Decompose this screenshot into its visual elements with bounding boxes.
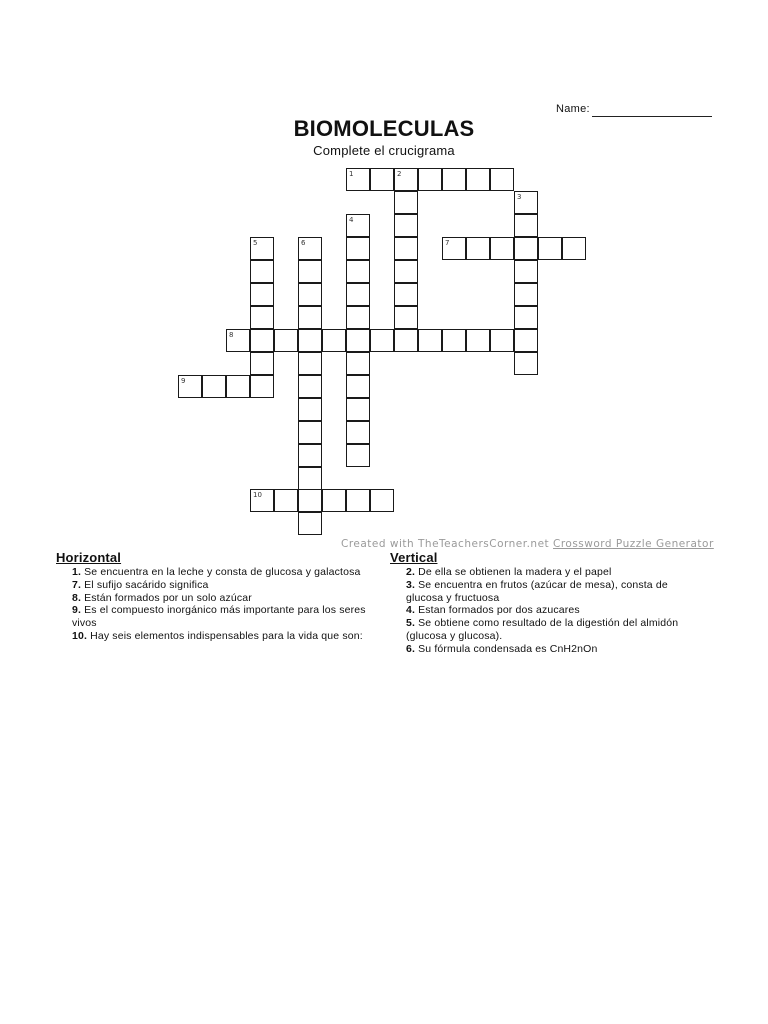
crossword-cell[interactable] bbox=[346, 352, 370, 375]
clue-item bbox=[390, 617, 708, 643]
crossword-cell[interactable] bbox=[298, 421, 322, 444]
clue-number: 2. bbox=[406, 566, 416, 578]
clue-text: Estan formados por dos azucares bbox=[415, 604, 580, 617]
crossword-cell[interactable] bbox=[466, 329, 490, 352]
crossword-cell[interactable] bbox=[514, 329, 538, 352]
clue-number: 1. bbox=[72, 566, 82, 578]
crossword-cell[interactable] bbox=[490, 329, 514, 352]
crossword-cell[interactable] bbox=[346, 489, 370, 512]
cell-number: 2 bbox=[397, 170, 402, 178]
clue-number: 5. bbox=[406, 617, 416, 630]
clue-number: 6. bbox=[406, 642, 416, 655]
clue-text: Se encuentra en la leche y consta de glucosa y galactosa bbox=[81, 566, 361, 578]
crossword-cell[interactable] bbox=[490, 237, 514, 260]
vertical-clues bbox=[390, 550, 708, 656]
crossword-cell[interactable] bbox=[394, 283, 418, 306]
crossword-cell[interactable] bbox=[274, 329, 298, 352]
crossword-cell[interactable] bbox=[394, 214, 418, 237]
crossword-cell[interactable] bbox=[250, 260, 274, 283]
crossword-cell[interactable] bbox=[202, 375, 226, 398]
clue-number: 4. bbox=[406, 604, 416, 617]
crossword-cell[interactable] bbox=[274, 489, 298, 512]
cell-number: 1 bbox=[349, 170, 354, 178]
crossword-cell[interactable] bbox=[298, 375, 322, 398]
crossword-cell[interactable] bbox=[250, 283, 274, 306]
crossword-cell[interactable] bbox=[250, 306, 274, 329]
crossword-cell[interactable] bbox=[298, 467, 322, 490]
crossword-cell[interactable] bbox=[298, 329, 322, 352]
crossword-cell[interactable] bbox=[298, 352, 322, 375]
generator-credit bbox=[341, 538, 714, 550]
crossword-cell[interactable] bbox=[370, 329, 394, 352]
clue-text: El sufijo sacárido significa bbox=[81, 578, 209, 591]
crossword-cell[interactable] bbox=[298, 512, 322, 535]
crossword-cell[interactable] bbox=[514, 306, 538, 329]
crossword-cell[interactable] bbox=[346, 398, 370, 421]
clue-number: 7. bbox=[72, 578, 82, 591]
cell-number: 3 bbox=[517, 193, 522, 201]
cell-number: 5 bbox=[253, 239, 258, 247]
crossword-cell[interactable] bbox=[418, 168, 442, 191]
cell-number: 4 bbox=[349, 216, 354, 224]
clue-item bbox=[56, 566, 376, 579]
crossword-cell[interactable] bbox=[346, 375, 370, 398]
cell-number: 6 bbox=[301, 239, 306, 247]
crossword-cell[interactable] bbox=[418, 329, 442, 352]
crossword-cell[interactable] bbox=[322, 329, 346, 352]
crossword-cell[interactable] bbox=[562, 237, 586, 260]
clue-number: 8. bbox=[72, 591, 82, 604]
clue-item bbox=[56, 579, 376, 592]
crossword-cell[interactable] bbox=[442, 168, 466, 191]
crossword-cell[interactable] bbox=[226, 375, 250, 398]
clue-text: Hay seis elementos indispensables para la vida que son: bbox=[87, 629, 363, 642]
credit-text: Created with TheTeachersCorner.net bbox=[341, 538, 553, 550]
crossword-cell[interactable] bbox=[298, 489, 322, 512]
crossword-cell[interactable] bbox=[250, 352, 274, 375]
generator-link[interactable]: Crossword Puzzle Generator bbox=[553, 538, 714, 550]
clue-text: Es el compuesto inorgánico más importante para los seres vivos bbox=[72, 604, 366, 630]
crossword-cell[interactable] bbox=[298, 398, 322, 421]
crossword-cell[interactable] bbox=[298, 306, 322, 329]
cell-number: 8 bbox=[229, 331, 234, 339]
crossword-cell[interactable] bbox=[346, 444, 370, 467]
clue-text: De ella se obtienen la madera y el papel bbox=[415, 566, 612, 578]
crossword-cell[interactable] bbox=[346, 237, 370, 260]
crossword-cell[interactable] bbox=[394, 329, 418, 352]
clue-item bbox=[390, 566, 708, 579]
cell-number: 10 bbox=[253, 491, 262, 499]
crossword-cell[interactable] bbox=[538, 237, 562, 260]
crossword-cell[interactable] bbox=[346, 306, 370, 329]
horizontal-clues bbox=[56, 550, 376, 643]
crossword-cell[interactable] bbox=[442, 329, 466, 352]
crossword-cell[interactable] bbox=[514, 352, 538, 375]
clue-item bbox=[56, 604, 376, 630]
page-subtitle: Complete el crucigrama bbox=[313, 143, 455, 158]
crossword-cell[interactable] bbox=[514, 237, 538, 260]
crossword-cell[interactable] bbox=[370, 489, 394, 512]
crossword-cell[interactable] bbox=[514, 214, 538, 237]
crossword-cell[interactable] bbox=[466, 237, 490, 260]
crossword-cell[interactable] bbox=[514, 283, 538, 306]
horizontal-heading: Horizontal bbox=[56, 550, 122, 565]
crossword-cell[interactable] bbox=[346, 283, 370, 306]
crossword-cell[interactable] bbox=[466, 168, 490, 191]
clue-text: Están formados por un solo azúcar bbox=[81, 591, 252, 604]
clue-text: Se encuentra en frutos (azúcar de mesa), consta de glucosa y fructuosa bbox=[406, 578, 668, 604]
crossword-cell[interactable] bbox=[298, 444, 322, 467]
clue-item bbox=[56, 592, 376, 605]
crossword-cell[interactable] bbox=[394, 306, 418, 329]
clue-item bbox=[56, 630, 376, 643]
crossword-cell[interactable] bbox=[322, 489, 346, 512]
crossword-cell[interactable] bbox=[250, 329, 274, 352]
clue-text: Su fórmula condensada es CnH2nOn bbox=[415, 642, 598, 655]
clue-item bbox=[390, 604, 708, 617]
cell-number: 9 bbox=[181, 377, 186, 385]
crossword-cell[interactable] bbox=[346, 421, 370, 444]
crossword-cell[interactable] bbox=[346, 329, 370, 352]
name-label: Name: bbox=[556, 103, 590, 115]
crossword-cell[interactable] bbox=[298, 260, 322, 283]
crossword-cell[interactable] bbox=[394, 237, 418, 260]
crossword-cell[interactable] bbox=[394, 191, 418, 214]
crossword-cell[interactable] bbox=[250, 375, 274, 398]
vertical-heading: Vertical bbox=[390, 550, 438, 565]
clue-number: 3. bbox=[406, 578, 416, 591]
cell-number: 7 bbox=[445, 239, 450, 247]
crossword-cell[interactable] bbox=[490, 168, 514, 191]
crossword-cell[interactable] bbox=[394, 260, 418, 283]
clue-item bbox=[390, 579, 708, 605]
crossword-cell[interactable] bbox=[514, 260, 538, 283]
crossword-cell[interactable] bbox=[298, 283, 322, 306]
page-title: BIOMOLECULAS bbox=[293, 116, 475, 141]
crossword-cell[interactable] bbox=[370, 168, 394, 191]
clue-number: 9. bbox=[72, 604, 82, 617]
clue-text: Se obtiene como resultado de la digestión del almidón (glucosa y glucosa). bbox=[406, 617, 679, 642]
clue-number: 10. bbox=[72, 629, 88, 642]
crossword-cell[interactable] bbox=[346, 260, 370, 283]
clue-item bbox=[390, 643, 708, 656]
